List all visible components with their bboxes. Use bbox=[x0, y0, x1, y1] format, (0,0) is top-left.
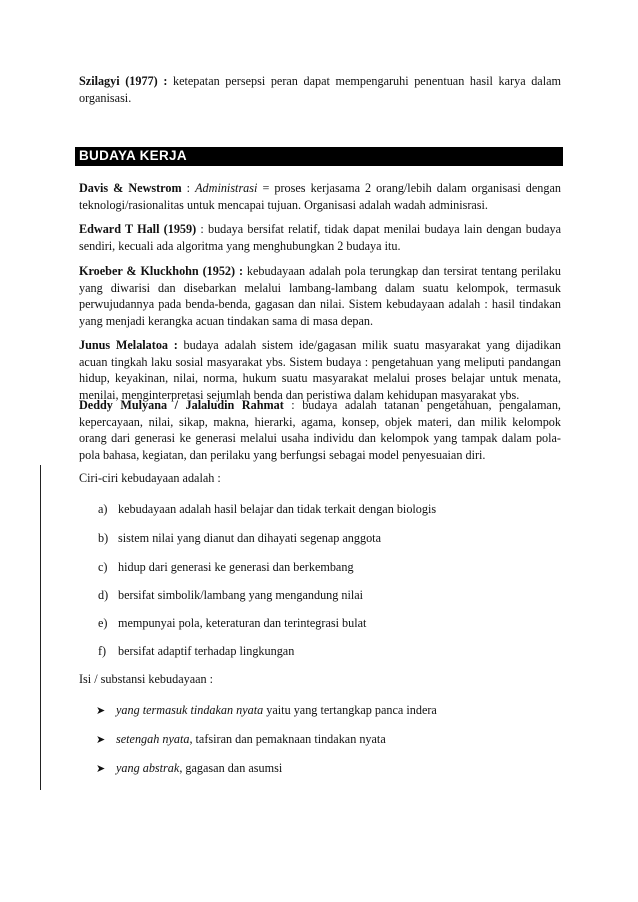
intro-paragraph bbox=[79, 73, 561, 106]
arrow-list-item bbox=[96, 702, 556, 719]
list-text: bersifat adaptif terhadap lingkungan bbox=[118, 644, 295, 658]
definition-author: Edward T Hall (1959) bbox=[79, 222, 197, 236]
arrow-item-text: , tafsiran dan pemaknaan tindakan nyata bbox=[189, 732, 386, 746]
definition-author: Kroeber & Kluckhohn (1952) : bbox=[79, 264, 244, 278]
isi-title: Isi / substansi kebudayaan : bbox=[79, 672, 214, 686]
arrow-bullet-icon: ➤ bbox=[96, 762, 106, 775]
list-marker: d) bbox=[98, 588, 109, 602]
list-text: kebudayaan adalah hasil belajar dan tidak terkait dengan biologis bbox=[118, 502, 437, 516]
definition-text: : budaya bersifat relatif, tidak dapat menilai budaya lain dengan budaya sendiri, kecuali ada algoritma yang menghubungkan 2 budaya itu. bbox=[79, 222, 561, 253]
list-marker: b) bbox=[98, 531, 109, 545]
list-item bbox=[98, 587, 558, 603]
arrow-item-text: , gagasan dan asumsi bbox=[179, 761, 283, 775]
section-heading: BUDAYA KERJA bbox=[79, 148, 187, 163]
definition-author: Davis & Newstrom bbox=[79, 181, 182, 195]
list-item bbox=[98, 559, 558, 575]
list-item bbox=[98, 501, 558, 517]
intro-text: ketepatan persepsi peran dapat mempengaruhi penentuan hasil karya dalam organisasi. bbox=[79, 74, 561, 105]
definition-author: Junus Melalatoa : bbox=[79, 338, 178, 352]
definition-paragraph bbox=[79, 337, 561, 403]
definition-italic-term: Administrasi bbox=[195, 181, 258, 195]
definition-text: = proses kerjasama 2 orang/lebih dalam organisasi dengan teknologi/rasionalitas untuk mencapai tujuan. Organisasi adalah wadah adminisrasi. bbox=[79, 181, 561, 212]
list-marker: f) bbox=[98, 644, 107, 658]
section-heading-bar bbox=[75, 147, 563, 166]
definition-author: Deddy Mulyana / Jalaludin Rahmat bbox=[79, 398, 284, 412]
definition-text: budaya adalah sistem ide/gagasan milik suatu masyarakat yang dijadikan acuan tingkah laku sosial masyarakat ybs. Sistem budaya : pengetahuan yang meliputi pandangan hidup, keyakinan, nilai, norma, hukum suatu masyarakat melalui proses belajar untuk menata, menilai, menginterpretasi sejumlah benda dan peristiwa dalam kehidupan masyarakat ybs. bbox=[79, 338, 561, 402]
arrow-bullet-icon: ➤ bbox=[96, 733, 106, 746]
ciri-title: Ciri-ciri kebudayaan adalah : bbox=[79, 471, 221, 485]
arrow-list-item bbox=[96, 731, 556, 748]
list-item bbox=[98, 615, 558, 631]
definition-separator: : bbox=[181, 181, 196, 195]
arrow-list-item bbox=[96, 760, 556, 777]
definition-paragraph bbox=[79, 221, 561, 254]
arrow-item-italic: yang abstrak bbox=[116, 761, 180, 775]
list-text: bersifat simbolik/lambang yang mengandung nilai bbox=[118, 588, 364, 602]
arrow-item-italic: yang termasuk tindakan nyata bbox=[116, 703, 264, 717]
list-marker: c) bbox=[98, 560, 108, 574]
list-text: sistem nilai yang dianut dan dihayati segenap anggota bbox=[118, 531, 381, 545]
arrow-bullet-icon: ➤ bbox=[96, 704, 106, 717]
list-marker: e) bbox=[98, 616, 108, 630]
definition-text: : budaya adalah tatanan pengetahuan, pengalaman, kepercayaan, nilai, sikap, makna, hierarki, agama, konsep, objek materi, dan milik kelompok orang dari generasi ke generasi melalui usaha individu dan kelompok yang tampak dalam pola-pola bahasa, kegiatan, dan perilaku yang berfungsi sebagai model penyesuaian diri. bbox=[79, 398, 561, 462]
list-item bbox=[98, 643, 558, 659]
definition-paragraph bbox=[79, 263, 561, 329]
list-text: mempunyai pola, keteraturan dan terintegrasi bulat bbox=[118, 616, 367, 630]
arrow-item-italic: setengah nyata bbox=[116, 732, 190, 746]
definition-paragraph bbox=[79, 397, 561, 463]
definition-paragraph bbox=[79, 180, 561, 213]
definition-text: kebudayaan adalah pola terungkap dan tersirat tentang perilaku yang diwarisi dan disebarkan melalui lambang-lambang dalam suatu kelompok, termasuk perwujudannya pada benda-benda, gagasan dan nilai. Sistem kebudayaan adalah : hasil tindakan yang menjadi kerangka acuan tindakan sama di masa depan. bbox=[79, 264, 561, 328]
intro-author: Szilagyi (1977) : bbox=[79, 74, 168, 88]
arrow-item-text: yaitu yang tertangkap panca indera bbox=[263, 703, 437, 717]
list-marker: a) bbox=[98, 502, 108, 516]
list-text: hidup dari generasi ke generasi dan berkembang bbox=[118, 560, 354, 574]
list-item bbox=[98, 530, 558, 546]
margin-change-bar bbox=[40, 465, 41, 790]
